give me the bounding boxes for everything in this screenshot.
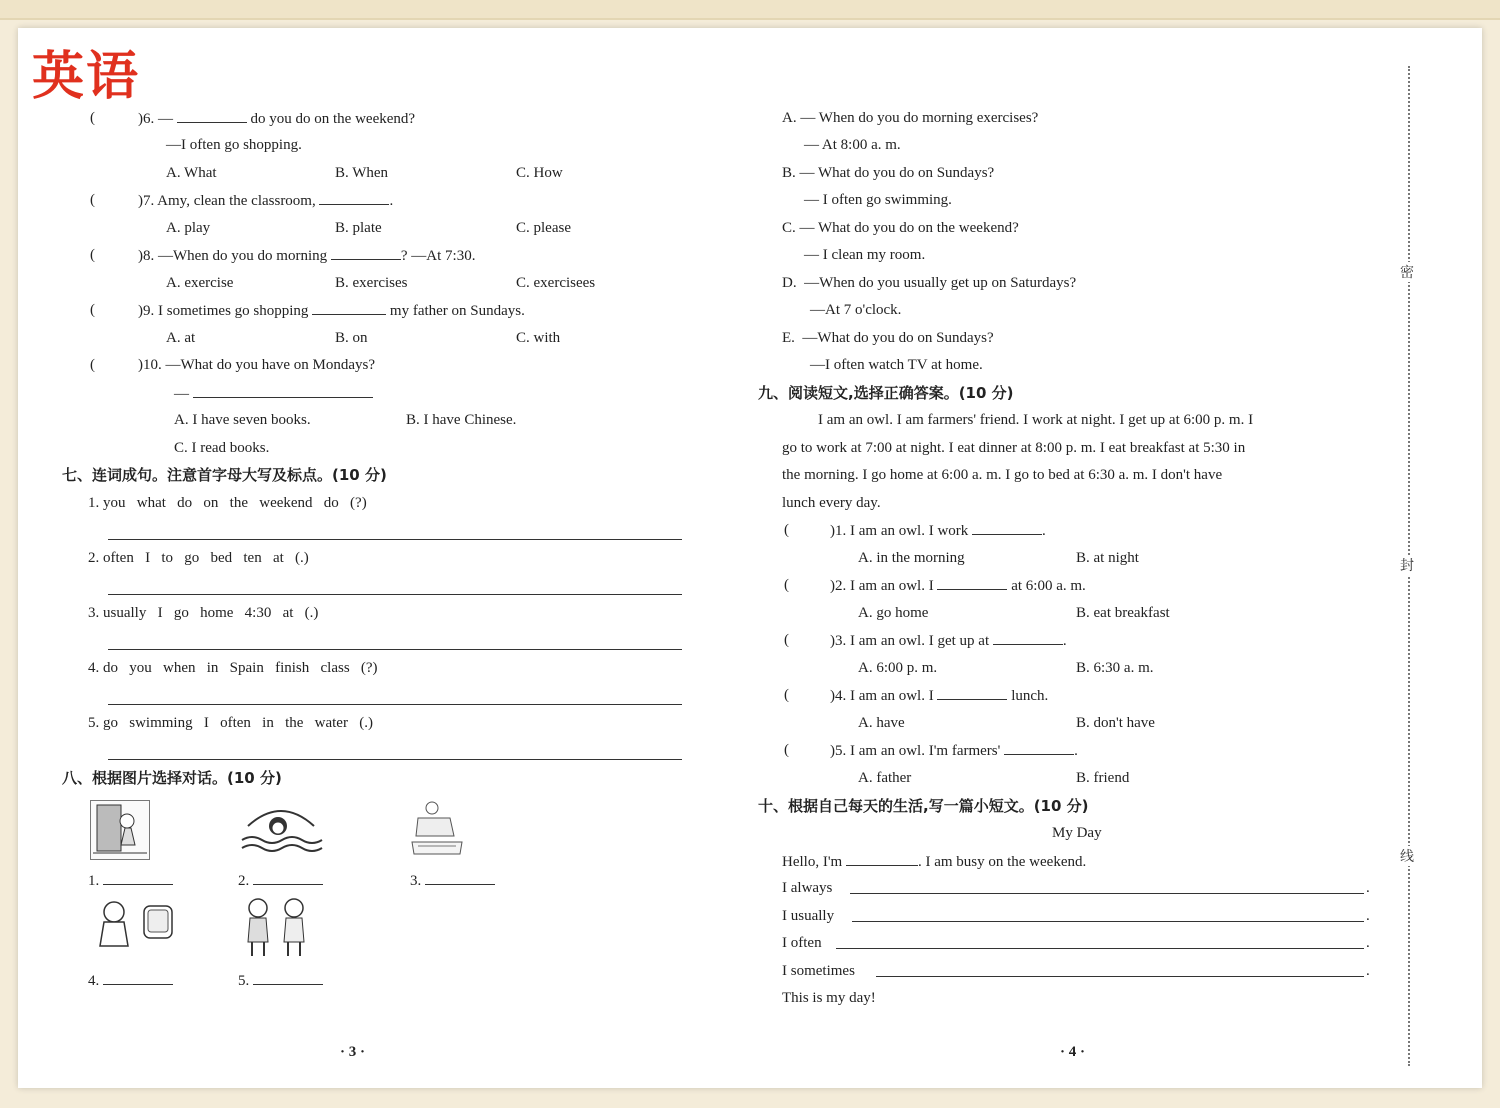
dialog-a-question: A. — When do you do morning exercises?	[782, 110, 1039, 126]
binding-mark-middle: 封	[1400, 555, 1414, 575]
picture-3-bedroom	[410, 796, 464, 858]
q8-stem: )8. —When do you do morning ? —At 7:30.	[138, 245, 475, 266]
essay-always-label: I always	[782, 880, 833, 896]
page-number-right: · 4 ·	[1060, 1044, 1086, 1060]
pic-answer-5: 5.	[238, 970, 323, 991]
sec7-item-3: 3. usually I go home 4:30 at (.)	[88, 605, 319, 621]
q9-option-b: B. on	[335, 330, 368, 346]
q8-option-c: C. exercisees	[516, 275, 596, 291]
r2-paren: (	[784, 577, 789, 593]
q6-stem: )6. — do you do on the weekend?	[138, 108, 415, 129]
essay-always-period: .	[1366, 880, 1370, 896]
essay-hello: Hello, I'm . I am busy on the weekend.	[782, 851, 1086, 872]
pic-answer-2: 2.	[238, 870, 323, 891]
passage-line-2: go to work at 7:00 at night. I eat dinner at 8:00 p. m. I eat breakfast at 5:30 in	[782, 440, 1246, 456]
q8-option-b: B. exercises	[335, 275, 408, 291]
r4-paren: (	[784, 687, 789, 703]
q7-paren: (	[90, 192, 95, 208]
r1-option-b: B. at night	[1076, 550, 1139, 566]
sec7-item-1: 1. you what do on the weekend do (?)	[88, 495, 367, 511]
dialog-b-question: B. — What do you do on Sundays?	[782, 165, 995, 181]
q7-blank[interactable]	[319, 190, 389, 205]
q7-option-b: B. plate	[335, 220, 382, 236]
r5-stem: )5. I am an owl. I'm farmers' .	[830, 740, 1078, 761]
r1-blank[interactable]	[972, 520, 1042, 535]
passage-line-3: the morning. I go home at 6:00 a. m. I go to bed at 6:30 a. m. I don't have	[782, 467, 1223, 483]
r2-blank[interactable]	[937, 575, 1007, 590]
r3-option-a: A. 6:00 p. m.	[858, 660, 938, 676]
r5-option-b: B. friend	[1076, 770, 1130, 786]
r5-paren: (	[784, 742, 789, 758]
sec7-item-4: 4. do you when in Spain finish class (?)	[88, 660, 378, 676]
q10-option-c: C. I read books.	[174, 440, 270, 456]
essay-usually-line[interactable]	[852, 921, 1364, 922]
q9-option-c: C. with	[516, 330, 561, 346]
top-bar	[0, 0, 1500, 20]
r1-option-a: A. in the morning	[858, 550, 965, 566]
pic-blank-2[interactable]	[253, 870, 323, 885]
q6-paren: (	[90, 110, 95, 126]
r3-blank[interactable]	[993, 630, 1063, 645]
q6-option-c: C. How	[516, 165, 563, 181]
subject-title: 英语	[32, 47, 141, 107]
q6-option-a: A. What	[166, 165, 217, 181]
q6-blank[interactable]	[177, 108, 247, 123]
r1-paren: (	[784, 522, 789, 538]
q7-stem: )7. Amy, clean the classroom, .	[138, 190, 393, 211]
r4-option-a: A. have	[858, 715, 905, 731]
essay-ending: This is my day!	[782, 990, 876, 1006]
q9-stem: )9. I sometimes go shopping my father on Sundays.	[138, 300, 525, 321]
essay-sometimes-label: I sometimes	[782, 963, 855, 979]
r3-stem: )3. I am an owl. I get up at .	[830, 630, 1067, 651]
dialog-c-question: C. — What do you do on the weekend?	[782, 220, 1019, 236]
essay-name-blank[interactable]	[846, 851, 918, 866]
q10-blank[interactable]	[193, 383, 373, 398]
section8-heading: 八、根据图片选择对话。(10 分)	[62, 769, 282, 787]
essay-sometimes-period: .	[1366, 963, 1370, 979]
picture-5-children	[240, 896, 314, 960]
passage-line-1: I am an owl. I am farmers' friend. I work at night. I get up at 6:00 p. m. I	[818, 412, 1254, 428]
essay-usually-label: I usually	[782, 908, 835, 924]
page-number-left: · 3 ·	[340, 1044, 366, 1060]
q10-option-a: A. I have seven books.	[174, 412, 311, 428]
sec7-item-2: 2. often I to go bed ten at (.)	[88, 550, 309, 566]
pic-answer-4: 4.	[88, 970, 173, 991]
q6-answer: —I often go shopping.	[166, 137, 302, 153]
q8-option-a: A. exercise	[166, 275, 234, 291]
essay-sometimes-line[interactable]	[876, 976, 1364, 977]
essay-title: My Day	[1052, 825, 1102, 841]
section9-heading: 九、阅读短文,选择正确答案。(10 分)	[758, 384, 1014, 402]
pic-answer-3: 3.	[410, 870, 495, 891]
q8-blank[interactable]	[331, 245, 401, 260]
pic-blank-5[interactable]	[253, 970, 323, 985]
q6-option-b: B. When	[335, 165, 389, 181]
r2-option-a: A. go home	[858, 605, 929, 621]
r4-blank[interactable]	[937, 685, 1007, 700]
q7-option-c: C. please	[516, 220, 571, 236]
pic-blank-4[interactable]	[103, 970, 173, 985]
q10-paren: (	[90, 357, 95, 373]
q8-paren: (	[90, 247, 95, 263]
dialog-a-answer: — At 8:00 a. m.	[804, 137, 901, 153]
r4-stem: )4. I am an owl. I lunch.	[830, 685, 1048, 706]
dialog-c-answer: — I clean my room.	[804, 247, 926, 263]
essay-often-line[interactable]	[836, 948, 1364, 949]
passage-line-4: lunch every day.	[782, 495, 881, 511]
r5-option-a: A. father	[858, 770, 912, 786]
pic-blank-1[interactable]	[103, 870, 173, 885]
q10-stem: )10. —What do you have on Mondays?	[138, 357, 376, 373]
binding-mark-bottom: 线	[1400, 846, 1414, 866]
dialog-b-answer: — I often go swimming.	[804, 192, 952, 208]
pic-answer-1: 1.	[88, 870, 173, 891]
dialog-d-answer: —At 7 o'clock.	[810, 302, 902, 318]
binding-mark-top: 密	[1400, 262, 1414, 282]
sec7-answer-line-5[interactable]	[108, 759, 682, 760]
pic-blank-3[interactable]	[425, 870, 495, 885]
r2-option-b: B. eat breakfast	[1076, 605, 1170, 621]
section7-heading: 七、连词成句。注意首字母大写及标点。(10 分)	[62, 466, 387, 484]
sec7-item-5: 5. go swimming I often in the water (.)	[88, 715, 373, 731]
r1-stem: )1. I am an owl. I work .	[830, 520, 1046, 541]
sec7-answer-line-2[interactable]	[108, 594, 682, 595]
essay-often-period: .	[1366, 935, 1370, 951]
sec7-answer-line-4[interactable]	[108, 704, 682, 705]
picture-1-morning-exercise	[90, 800, 150, 860]
q9-blank[interactable]	[312, 300, 386, 315]
q10-answer-line: —	[174, 383, 373, 404]
r2-stem: )2. I am an owl. I at 6:00 a. m.	[830, 575, 1086, 596]
q10-option-b: B. I have Chinese.	[406, 412, 517, 428]
q7-option-a: A. play	[166, 220, 211, 236]
r3-option-b: B. 6:30 a. m.	[1076, 660, 1154, 676]
essay-usually-period: .	[1366, 908, 1370, 924]
section10-heading: 十、根据自己每天的生活,写一篇小短文。(10 分)	[758, 797, 1089, 815]
dialog-d-question: D. —When do you usually get up on Saturdays?	[782, 275, 1077, 291]
q9-option-a: A. at	[166, 330, 196, 346]
picture-2-swimming	[238, 796, 324, 858]
q9-paren: (	[90, 302, 95, 318]
picture-4-tv	[92, 898, 180, 958]
dialog-e-answer: —I often watch TV at home.	[810, 357, 983, 373]
essay-always-line[interactable]	[850, 893, 1364, 894]
r4-option-b: B. don't have	[1076, 715, 1155, 731]
r5-blank[interactable]	[1004, 740, 1074, 755]
sec7-answer-line-1[interactable]	[108, 539, 682, 540]
r3-paren: (	[784, 632, 789, 648]
dialog-e-question: E. —What do you do on Sundays?	[782, 330, 994, 346]
sec7-answer-line-3[interactable]	[108, 649, 682, 650]
essay-often-label: I often	[782, 935, 822, 951]
